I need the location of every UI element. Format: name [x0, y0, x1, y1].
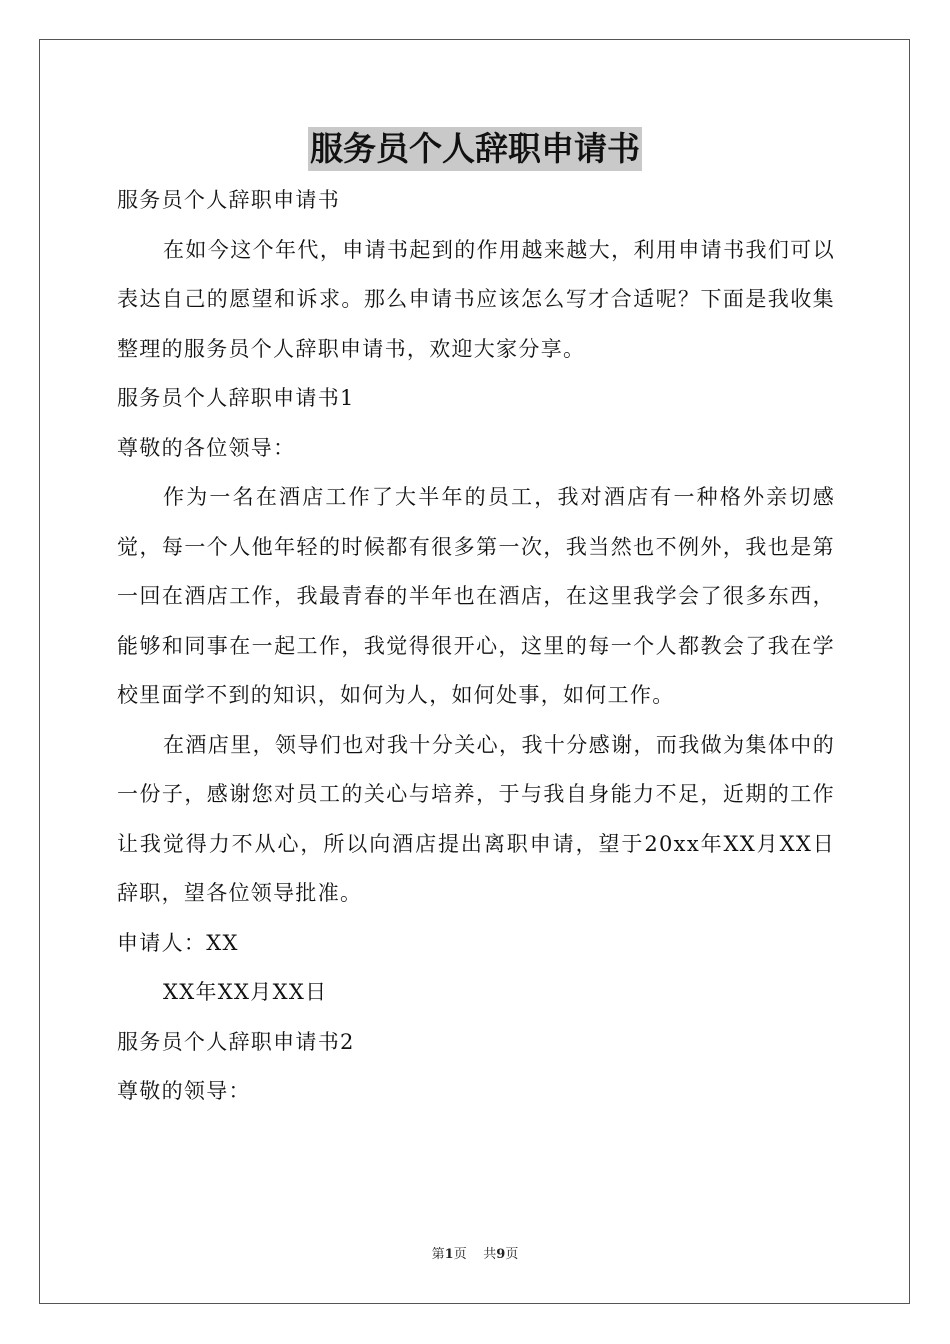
footer-page-prefix: 第: [431, 1247, 445, 1262]
document-body: [117, 176, 835, 1117]
footer-page-number: 1: [444, 1247, 454, 1262]
section-1-paragraph-2: 在酒店里，领导们也对我十分关心，我十分感谢，而我做为集体中的一份子，感谢您对员工的关心与培养，于与我自身能力不足，近期的工作让我觉得力不从心，所以向酒店提出离职申请，望于20xx年XX月XX日辞职，望各位领导批准。: [117, 732, 835, 905]
footer-total-prefix: 共: [483, 1247, 497, 1262]
section-1-paragraph-1: 作为一名在酒店工作了大半年的员工，我对酒店有一种格外亲切感觉，每一个人他年轻的时候都有很多第一次，我当然也不例外，我也是第一回在酒店工作，我最青春的半年也在酒店，在这里我学会了很多东西，能够和同事在一起工作，我觉得很开心，这里的每一个人都教会了我在学校里面学不到的知识，如何为人，如何处事，如何工作。: [117, 485, 835, 707]
intro-paragraph: 在如今这个年代，申请书起到的作用越来越大，利用申请书我们可以表达自己的愿望和诉求。那么申请书应该怎么写才合适呢？下面是我收集整理的服务员个人辞职申请书，欢迎大家分享。: [117, 237, 835, 361]
footer-total-pages: 9: [496, 1247, 506, 1262]
section-2-salutation: 尊敬的领导：: [117, 1079, 251, 1103]
document-subtitle: 服务员个人辞职申请书: [117, 188, 340, 212]
document-title: 服务员个人辞职申请书: [308, 127, 642, 171]
section-2-heading: 服务员个人辞职申请书2: [117, 1029, 355, 1054]
section-1-applicant: 申请人：XX: [117, 930, 239, 955]
footer-page-suffix: 页: [453, 1247, 467, 1262]
title-container: [0, 127, 950, 171]
section-1-heading: 服务员个人辞职申请书1: [117, 386, 355, 410]
page-footer: [0, 1246, 950, 1264]
footer-total-suffix: 页: [505, 1247, 519, 1262]
section-1-salutation: 尊敬的各位领导：: [117, 435, 296, 460]
section-1-date: XX年XX月XX日: [163, 980, 328, 1004]
